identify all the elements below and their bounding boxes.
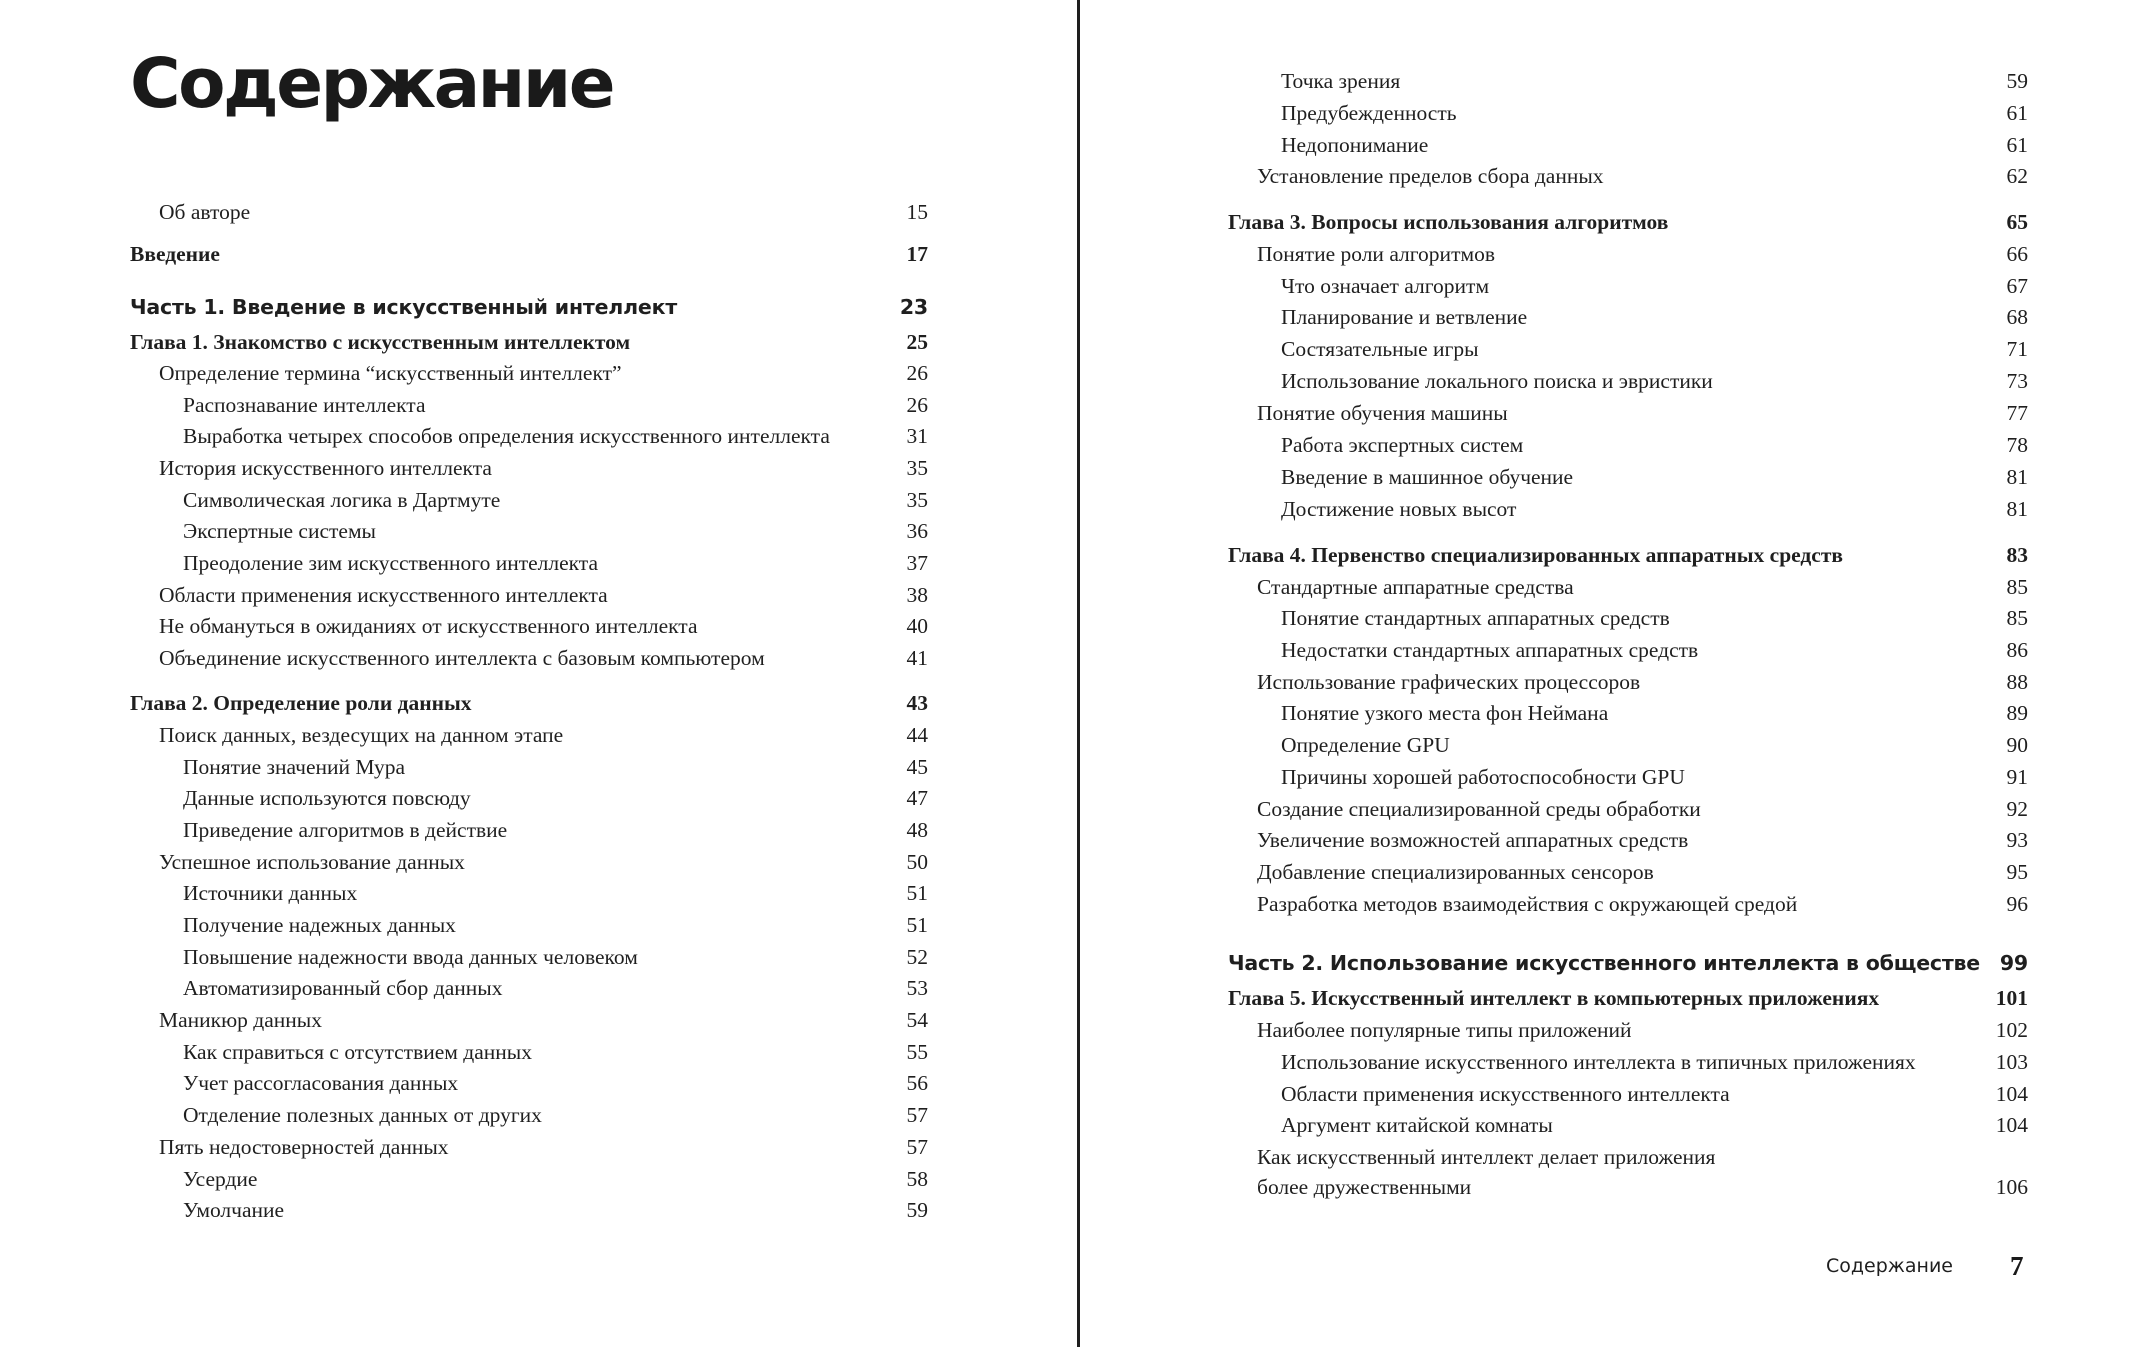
toc-entry-title: Недостатки стандартных аппаратных средств: [1281, 638, 1699, 662]
toc-entry-page: 65: [2006, 210, 2028, 234]
toc-entry-page: 40: [906, 614, 928, 638]
toc-entry-page: 51: [906, 913, 928, 937]
toc-entry-page: 53: [906, 976, 928, 1000]
toc-entry-title: Работа экспертных систем: [1281, 433, 1524, 457]
toc-entry-title: Данные используются повсюду: [183, 786, 471, 810]
toc-entry-page: 59: [2006, 69, 2028, 93]
toc-entry-title: Предубежденность: [1281, 101, 1457, 125]
toc-entry-title: Выработка четырех способов определения искусственного интеллекта: [183, 424, 830, 448]
toc-entry-page: 88: [2006, 670, 2028, 694]
toc-entry-title: Введение в машинное обучение: [1281, 465, 1574, 489]
toc-entry-page: 15: [906, 200, 928, 224]
toc-entry-page: 50: [906, 850, 928, 874]
toc-entry-title: Учет рассогласования данных: [183, 1071, 459, 1095]
toc-entry-title: Пять недостоверностей данных: [159, 1135, 449, 1159]
toc-entry-page: 43: [906, 691, 928, 715]
toc-entry-page: 62: [2006, 164, 2028, 188]
toc-entry-page: 41: [906, 646, 928, 670]
page-title: Содержание: [130, 44, 613, 124]
toc-entry-page: 103: [1995, 1050, 2028, 1074]
toc-entry-page: 66: [2006, 242, 2028, 266]
toc-entry-title: Наиболее популярные типы приложений: [1257, 1018, 1632, 1042]
toc-entry-title: Преодоление зим искусственного интеллекта: [183, 551, 599, 575]
toc-entry-title: Разработка методов взаимодействия с окружающей средой: [1257, 892, 1798, 916]
toc-entry-page: 89: [2006, 701, 2028, 725]
toc-entry-page: 96: [2006, 892, 2028, 916]
toc-entry-page: 67: [2006, 274, 2028, 298]
page-number: 7: [2010, 1251, 2024, 1281]
toc-entry-page: 83: [2006, 543, 2028, 567]
toc-entry-title: Точка зрения: [1281, 69, 1401, 93]
toc-entry-title: Часть 2. Использование искусственного интеллекта в обществе: [1228, 951, 1981, 975]
toc-entry-title: Отделение полезных данных от других: [183, 1103, 542, 1127]
toc-entry-page: 85: [2006, 575, 2028, 599]
toc-entry-title: Как справиться с отсутствием данных: [183, 1040, 532, 1064]
toc-entry-page: 51: [906, 881, 928, 905]
toc-entry-title: Успешное использование данных: [159, 850, 465, 874]
toc-entry-page: 55: [906, 1040, 928, 1064]
toc-entry-title: Увеличение возможностей аппаратных средств: [1257, 828, 1689, 852]
toc-entry-page: 61: [2006, 133, 2028, 157]
toc-entry-page: 17: [906, 242, 928, 266]
toc-entry-title: Не обмануться в ожиданиях от искусственного интеллекта: [159, 614, 698, 638]
toc-entry-title: Символическая логика в Дартмуте: [183, 488, 501, 512]
toc-entry-page: 86: [2006, 638, 2028, 662]
page-gutter-divider: [1077, 0, 1080, 1347]
toc-entry-title: Маникюр данных: [159, 1008, 322, 1032]
toc-entry-title: Экспертные системы: [183, 519, 377, 543]
toc-entry-page: 25: [906, 330, 928, 354]
toc-entry-page: 90: [2006, 733, 2028, 757]
toc-entry-title: История искусственного интеллекта: [159, 456, 492, 480]
toc-entry-page: 57: [906, 1135, 928, 1159]
toc-entry-page: 91: [2006, 765, 2028, 789]
toc-entry-page: 77: [2006, 401, 2028, 425]
toc-entry-page: 54: [906, 1008, 928, 1032]
toc-entry-page: 38: [906, 583, 928, 607]
toc-entry-page: 35: [906, 456, 928, 480]
toc-entry-title: Недопонимание: [1281, 133, 1429, 157]
toc-entry-page: 81: [2006, 465, 2028, 489]
toc-entry-page: 78: [2006, 433, 2028, 457]
toc-entry-title: более дружественными: [1257, 1175, 1472, 1199]
toc-entry-title: Определение GPU: [1281, 733, 1450, 757]
toc-entry-title: Часть 1. Введение в искусственный интеллект: [130, 295, 678, 319]
toc-entry-title: Умолчание: [183, 1198, 285, 1222]
toc-entry-title: Об авторе: [159, 200, 251, 224]
toc-entry-title: Понятие значений Мура: [183, 755, 406, 779]
toc-entry-page: 23: [899, 295, 928, 319]
toc-entry-title: Автоматизированный сбор данных: [183, 976, 503, 1000]
toc-entry-title: Области применения искусственного интеллекта: [1281, 1082, 1730, 1106]
toc-entry-title: Аргумент китайской комнаты: [1281, 1113, 1553, 1137]
toc-entry-title: Планирование и ветвление: [1281, 305, 1528, 329]
toc-entry-title: Как искусственный интеллект делает приложения: [1257, 1145, 1716, 1169]
toc-entry-page: 37: [906, 551, 928, 575]
toc-entry-page: 56: [906, 1071, 928, 1095]
toc-entry-page: 81: [2006, 497, 2028, 521]
toc-entry-page: 71: [2006, 337, 2028, 361]
toc-entry-title: Поиск данных, вездесущих на данном этапе: [159, 723, 564, 747]
toc-entry-title: Определение термина “искусственный интеллект”: [159, 361, 622, 385]
toc-entry-page: 61: [2006, 101, 2028, 125]
toc-entry-title: Источники данных: [183, 881, 358, 905]
toc-entry-page: 36: [906, 519, 928, 543]
toc-entry-title: Понятие роли алгоритмов: [1257, 242, 1495, 266]
toc-entry-title: Введение: [130, 242, 220, 266]
toc-entry-title: Создание специализированной среды обработки: [1257, 797, 1701, 821]
toc-entry-title: Объединение искусственного интеллекта с базовым компьютером: [159, 646, 765, 670]
toc-entry-title: Глава 3. Вопросы использования алгоритмов: [1228, 210, 1669, 234]
toc-entry-title: Приведение алгоритмов в действие: [183, 818, 508, 842]
toc-entry-title: Причины хорошей работоспособности GPU: [1281, 765, 1685, 789]
toc-entry-page: 59: [906, 1198, 928, 1222]
toc-entry-page: 106: [1995, 1175, 2028, 1199]
toc-entry-title: Использование графических процессоров: [1257, 670, 1641, 694]
toc-entry-title: Что означает алгоритм: [1281, 274, 1490, 298]
toc-entry-title: Получение надежных данных: [183, 913, 456, 937]
toc-entry-page: 35: [906, 488, 928, 512]
toc-entry-page: 93: [2006, 828, 2028, 852]
toc-entry-page: 48: [906, 818, 928, 842]
toc-entry-title: Добавление специализированных сенсоров: [1257, 860, 1654, 884]
toc-entry-page: 92: [2006, 797, 2028, 821]
toc-entry-page: 104: [1995, 1082, 2028, 1106]
toc-entry-title: Глава 1. Знакомство с искусственным интеллектом: [130, 330, 631, 354]
toc-entry-page: 45: [906, 755, 928, 779]
toc-entry-title: Использование искусственного интеллекта в типичных приложениях: [1281, 1050, 1916, 1074]
toc-entry-title: Глава 2. Определение роли данных: [130, 691, 472, 715]
toc-entry-page: 99: [1999, 951, 2028, 975]
toc-entry-title: Понятие узкого места фон Неймана: [1281, 701, 1609, 725]
toc-entry-title: Использование локального поиска и эвристики: [1281, 369, 1713, 393]
toc-entry-title: Понятие стандартных аппаратных средств: [1281, 606, 1670, 630]
toc-entry-page: 101: [1995, 986, 2028, 1010]
toc-entry-title: Стандартные аппаратные средства: [1257, 575, 1574, 599]
toc-entry-title: Установление пределов сбора данных: [1257, 164, 1604, 188]
toc-entry-title: Состязательные игры: [1281, 337, 1479, 361]
toc-entry-page: 68: [2006, 305, 2028, 329]
toc-entry-page: 57: [906, 1103, 928, 1127]
toc-entry-page: 85: [2006, 606, 2028, 630]
toc-entry-page: 95: [2006, 860, 2028, 884]
toc-entry-title: Глава 4. Первенство специализированных аппаратных средств: [1228, 543, 1843, 567]
toc-entry-page: 26: [906, 361, 928, 385]
toc-entry-page: 104: [1995, 1113, 2028, 1137]
toc-entry-page: 102: [1995, 1018, 2028, 1042]
toc-entry-title: Распознавание интеллекта: [183, 393, 426, 417]
toc-entry-page: 44: [906, 723, 928, 747]
toc-entry-page: 73: [2006, 369, 2028, 393]
toc-entry-page: 58: [906, 1167, 928, 1191]
toc-entry-title: Области применения искусственного интеллекта: [159, 583, 608, 607]
toc-entry-title: Достижение новых высот: [1281, 497, 1517, 521]
toc-entry-title: Понятие обучения машины: [1257, 401, 1508, 425]
toc-entry-title: Усердие: [183, 1167, 258, 1191]
toc-entry-page: 31: [906, 424, 928, 448]
running-footer-title: Содержание: [1826, 1255, 1953, 1277]
toc-entry-page: 26: [906, 393, 928, 417]
toc-entry-page: 52: [906, 945, 928, 969]
toc-entry-title: Повышение надежности ввода данных человеком: [183, 945, 638, 969]
toc-entry-title: Глава 5. Искусственный интеллект в компьютерных приложениях: [1228, 986, 1880, 1010]
toc-entry-page: 47: [906, 786, 928, 810]
